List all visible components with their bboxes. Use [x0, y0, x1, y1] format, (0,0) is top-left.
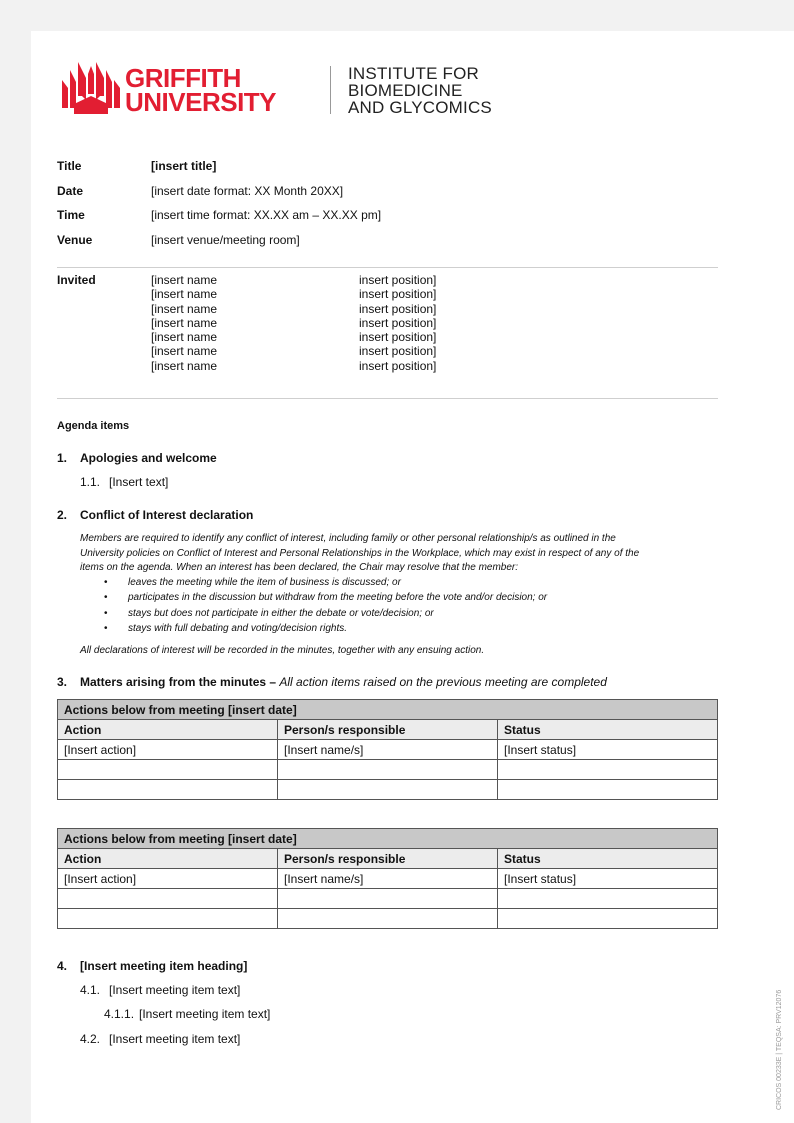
subitem-number: 4.1.1. — [104, 1007, 135, 1021]
coi-closing: All declarations of interest will be recorded in the minutes, together with any ensuing action. — [80, 645, 485, 656]
table-cell — [58, 909, 278, 929]
invited-positions — [359, 273, 436, 373]
bullet-item: • stays with full debating and voting/decision rights. — [104, 622, 348, 634]
table-cell: [Insert action] — [58, 740, 278, 760]
invited-position: insert position] — [359, 315, 437, 330]
column-header: Person/s responsible — [278, 720, 498, 740]
item-title: [Insert meeting item heading] — [80, 959, 248, 973]
institute-line-3: AND GLYCOMICS — [348, 98, 492, 117]
item-title: Matters arising from the minutes – All action items raised on the previous meeting are completed — [80, 675, 607, 689]
subitem-text: [Insert text] — [109, 475, 169, 489]
table-cell — [58, 889, 278, 909]
date-value: [insert date format: XX Month 20XX] — [151, 184, 344, 198]
subitem-text: [Insert meeting item text] — [109, 983, 241, 997]
table-cell — [278, 889, 498, 909]
table-row — [58, 869, 718, 889]
table-cell — [278, 909, 498, 929]
coi-line: Members are required to identify any conflict of interest, including family or other personal relationship/s as outlined in the — [80, 533, 616, 544]
item-number: 4. — [57, 959, 68, 973]
column-header: Status — [498, 849, 718, 869]
invited-label: Invited — [57, 273, 96, 287]
table-cell — [498, 780, 718, 800]
griffith-logo-icon — [60, 60, 122, 115]
invited-position: insert position] — [359, 301, 437, 316]
table-cell — [58, 760, 278, 780]
coi-line: University policies on Conflict of Interest and Personal Relationships in the Workplace, which may exist in respect of any of the — [80, 547, 640, 559]
invited-position: insert position] — [359, 273, 437, 287]
venue-value: [insert venue/meeting room] — [151, 233, 300, 247]
logo-wordmark-line1: GRIFFITH — [125, 63, 241, 93]
column-header: Status — [498, 720, 718, 740]
column-header: Action — [58, 849, 278, 869]
item-number: 1. — [57, 451, 68, 465]
subitem-text: [Insert meeting item text] — [109, 1032, 241, 1046]
invited-position: insert position] — [359, 287, 437, 302]
actions-table — [57, 828, 718, 929]
divider — [57, 398, 718, 399]
invited-position: insert position] — [359, 330, 437, 345]
invited-name: [insert name — [151, 315, 218, 330]
invited-name: [insert name — [151, 330, 218, 345]
table-heading: Actions below from meeting [insert date] — [58, 829, 718, 849]
venue-label: Venue — [57, 233, 93, 247]
table-row — [58, 740, 718, 760]
table-cell: [Insert action] — [58, 869, 278, 889]
bullet-item: • participates in the discussion but withdraw from the meeting before the vote and/or decision; or — [104, 592, 548, 604]
table-row — [58, 889, 718, 909]
agenda-heading: Agenda items — [57, 420, 130, 432]
table-cell: [Insert name/s] — [278, 740, 498, 760]
invited-name: [insert name — [151, 287, 218, 302]
institute-line-2: BIOMEDICINE — [348, 81, 463, 100]
coi-paragraph — [80, 532, 720, 576]
bullet-item: • leaves the meeting while the item of business is discussed; or — [104, 577, 401, 588]
time-value: [insert time format: XX.XX am – XX.XX pm] — [151, 208, 382, 222]
subitem-number: 4.2. — [80, 1032, 101, 1046]
column-header: Action — [58, 720, 278, 740]
invited-name: [insert name — [151, 344, 218, 359]
logo-divider — [330, 66, 331, 114]
invited-name: [insert name — [151, 301, 218, 316]
title-value: [insert title] — [151, 159, 217, 173]
item-number: 3. — [57, 675, 68, 689]
time-label: Time — [57, 208, 85, 222]
table-cell — [278, 780, 498, 800]
table-cell — [498, 760, 718, 780]
table-cell — [498, 909, 718, 929]
title-label: Title — [57, 159, 82, 173]
date-label: Date — [57, 184, 84, 198]
actions-table — [57, 699, 718, 800]
table-cell — [498, 889, 718, 909]
invited-names — [151, 273, 217, 373]
table-row — [58, 760, 718, 780]
bullet-item: • stays but does not participate in either the debate or vote/decision; or — [104, 607, 434, 619]
invited-name: [insert name — [151, 273, 218, 287]
table-cell — [278, 760, 498, 780]
institute-line-1: INSTITUTE FOR — [348, 64, 480, 83]
logo-wordmark-line2: UNIVERSITY — [125, 87, 277, 117]
divider — [57, 267, 718, 268]
cricos-code: CRICOS 00233E | TEQSA: PRV12076 — [776, 989, 783, 1110]
coi-bullets — [104, 575, 547, 636]
table-cell: [Insert name/s] — [278, 869, 498, 889]
subitem-number: 4.1. — [80, 983, 101, 997]
item-title: Conflict of Interest declaration — [80, 508, 254, 522]
table-cell: [Insert status] — [498, 740, 718, 760]
table-row — [58, 909, 718, 929]
coi-line: items on the agenda. When an interest has been declared, the Chair may resolve that the member: — [80, 562, 519, 573]
item-title: Apologies and welcome — [80, 451, 217, 465]
table-heading: Actions below from meeting [insert date] — [58, 700, 718, 720]
table-row — [58, 780, 718, 800]
invited-name: [insert name — [151, 358, 218, 373]
column-header: Person/s responsible — [278, 849, 498, 869]
invited-position: insert position] — [359, 344, 437, 359]
subitem-text: [Insert meeting item text] — [139, 1007, 271, 1021]
item-number: 2. — [57, 508, 68, 522]
invited-position: insert position] — [359, 358, 437, 373]
table-cell — [58, 780, 278, 800]
table-cell: [Insert status] — [498, 869, 718, 889]
subitem-number: 1.1. — [80, 475, 101, 489]
